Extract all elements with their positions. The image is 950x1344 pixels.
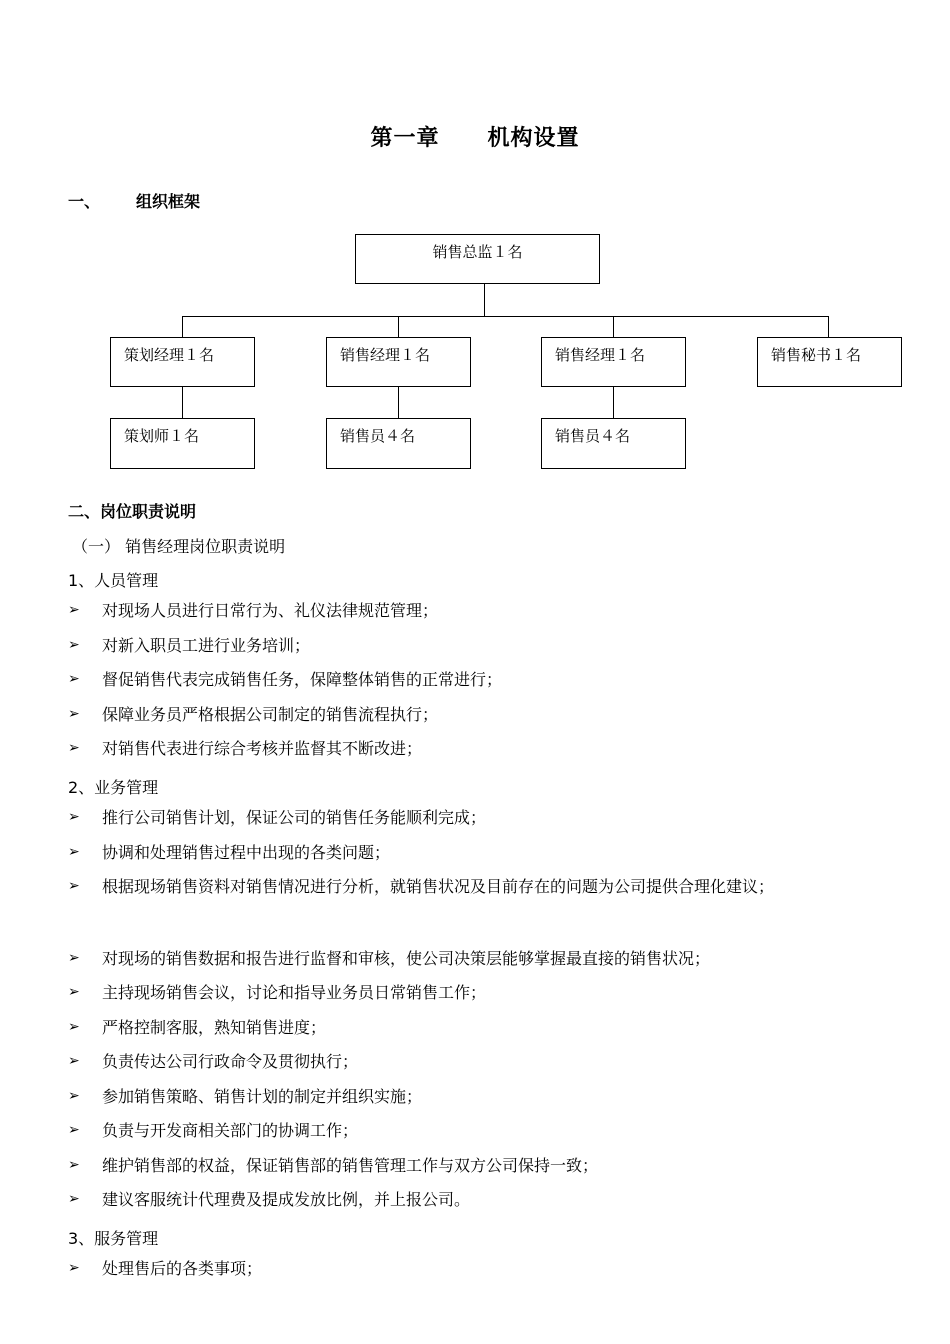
section-heading-duties: 二、岗位职责说明 xyxy=(68,502,197,521)
group-heading: 3、服务管理 xyxy=(68,1229,159,1248)
connector-drop xyxy=(398,316,399,338)
bullet-arrow-icon: ➢ xyxy=(68,671,80,687)
org-box-salesperson: 销售员４名 xyxy=(326,418,471,469)
bullet-arrow-icon: ➢ xyxy=(68,950,80,966)
org-box-sales-secretary: 销售秘书１名 xyxy=(757,337,902,387)
bullet-arrow-icon: ➢ xyxy=(68,740,80,756)
bullet-arrow-icon: ➢ xyxy=(68,1260,80,1276)
connector-drop xyxy=(828,316,829,338)
bullet-arrow-icon: ➢ xyxy=(68,878,80,894)
org-box-sales-manager: 销售经理１名 xyxy=(541,337,686,387)
group-heading: 1、人员管理 xyxy=(68,571,159,590)
org-box-director: 销售总监１名 xyxy=(355,234,600,284)
org-chart xyxy=(0,0,950,480)
group-heading: 2、业务管理 xyxy=(68,778,159,797)
bullet-arrow-icon: ➢ xyxy=(68,844,80,860)
org-box-planner: 策划师１名 xyxy=(110,418,255,469)
bullet-arrow-icon: ➢ xyxy=(68,602,80,618)
connector-drop xyxy=(182,386,183,419)
bullet-arrow-icon: ➢ xyxy=(68,1019,80,1035)
connector-drop xyxy=(613,316,614,338)
connector-drop xyxy=(613,386,614,419)
connector-horizontal xyxy=(182,316,829,317)
org-box-salesperson: 销售员４名 xyxy=(541,418,686,469)
org-box-sales-manager: 销售经理１名 xyxy=(326,337,471,387)
section-title: 组织框架 xyxy=(136,192,201,211)
bullet-arrow-icon: ➢ xyxy=(68,1191,80,1207)
bullet-arrow-icon: ➢ xyxy=(68,984,80,1000)
connector-trunk xyxy=(484,283,485,317)
bullet-arrow-icon: ➢ xyxy=(68,1053,80,1069)
chapter-number: 第一章 xyxy=(370,126,440,151)
bullet-arrow-icon: ➢ xyxy=(68,1122,80,1138)
bullet-arrow-icon: ➢ xyxy=(68,1088,80,1104)
org-box-planning-manager: 策划经理１名 xyxy=(110,337,255,387)
bullet-arrow-icon: ➢ xyxy=(68,706,80,722)
connector-drop xyxy=(398,386,399,419)
subsection-heading: （一） 销售经理岗位职责说明 xyxy=(72,537,286,556)
section-number: 一、 xyxy=(68,192,101,211)
bullet-arrow-icon: ➢ xyxy=(68,637,80,653)
bullet-arrow-icon: ➢ xyxy=(68,809,80,825)
connector-drop xyxy=(182,316,183,338)
bullet-arrow-icon: ➢ xyxy=(68,1157,80,1173)
chapter-name: 机构设置 xyxy=(487,126,580,151)
